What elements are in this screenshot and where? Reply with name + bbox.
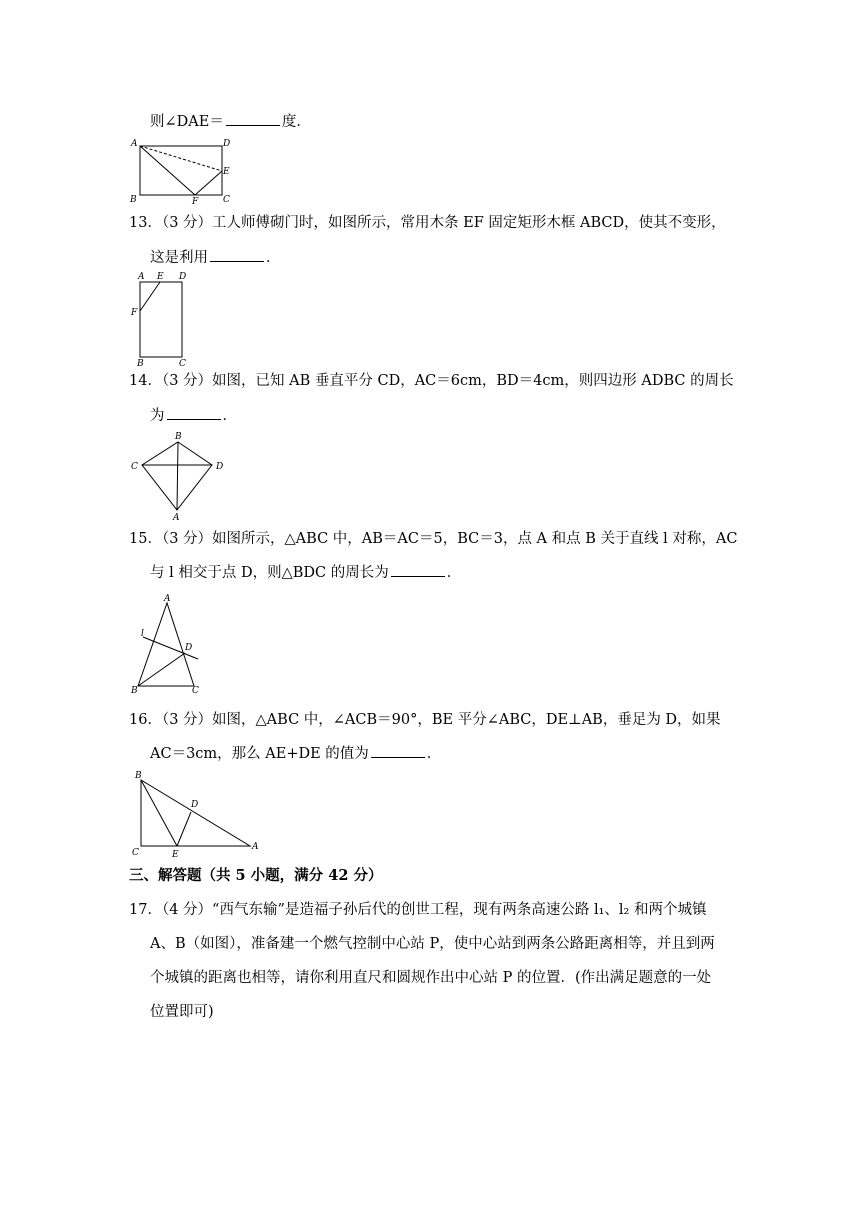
q15-text-b: ． (446, 565, 462, 581)
q16-label-E: E (172, 850, 179, 860)
q16-label-A: A (252, 842, 259, 852)
q12-label-B: B (130, 195, 137, 205)
q13-label-A: A (138, 272, 145, 282)
q13-answer-blank[interactable] (210, 247, 264, 262)
q13-label-C: C (179, 359, 186, 369)
q13-label-B: B (137, 359, 144, 369)
q14-label-A: A (173, 513, 180, 523)
q15-text-a: 与 l 相交于点 D，则△BDC 的周长为 (150, 565, 389, 581)
q14-label-C: C (131, 462, 138, 472)
q12-text-a: 则∠DAE＝ (150, 114, 224, 130)
q16-label-D: D (191, 800, 199, 810)
q14-text-b: ． (222, 408, 237, 424)
q14-label-B: B (175, 432, 182, 442)
q15-line-2 (150, 562, 461, 583)
q14-line-1: 14．（3 分）如图，已知 AB 垂直平分 CD，AC＝6cm，BD＝4cm，则四边形 ADBC 的周长 (129, 373, 734, 389)
q14-line-2 (150, 405, 237, 426)
q12-label-F: F (192, 197, 199, 207)
q13-label-F: F (131, 308, 138, 318)
q15-figure (128, 592, 208, 696)
q13-label-D: D (179, 272, 187, 282)
q16-line-1: 16．（3 分）如图，△ABC 中，∠ACB＝90°，BE 平分∠ABC，DE⊥AB，垂足为 D，如果 (129, 712, 721, 728)
q13-label-E: E (157, 272, 164, 282)
q14-figure (128, 428, 232, 522)
q12-label-D: D (223, 139, 231, 149)
q14-label-D: D (216, 462, 224, 472)
q13-line-2 (150, 247, 281, 268)
q14-answer-blank[interactable] (167, 405, 221, 420)
q16-line-2 (150, 743, 441, 764)
q13-line-1: 13．（3 分）工人师傅砌门时，如图所示，常用木条 EF 固定矩形木框 ABCD，使其不变形， (129, 215, 726, 231)
q13-figure (130, 271, 200, 367)
q12-label-A: A (131, 139, 138, 149)
q16-text-a: AC＝3cm，那么 AE+DE 的值为 (150, 746, 369, 762)
q15-label-D: D (185, 643, 193, 653)
q14-text-a: 为 (150, 408, 165, 424)
q17-line-3: 个城镇的距离也相等，请你利用直尺和圆规作出中心站 P 的位置．(作出满足题意的一处 (150, 970, 712, 986)
q12-tail (150, 111, 311, 132)
q12-figure (128, 136, 238, 208)
q15-label-A: A (164, 594, 171, 604)
section-3-title: 三、解答题（共 5 小题，满分 42 分） (129, 867, 383, 884)
q16-answer-blank[interactable] (371, 743, 425, 758)
q17-line-2: A、B（如图），准备建一个燃气控制中心站 P，使中心站到两条公路距离相等，并且到两 (150, 936, 715, 952)
q12-answer-blank[interactable] (226, 111, 280, 126)
q17-line-1: 17．（4 分）“西气东输”是造福子孙后代的创世工程，现有两条高速公路 l₁、l₂ 和两个城镇 (129, 902, 707, 918)
q16-text-b: ． (426, 746, 442, 762)
q17-line-4: 位置即可) (150, 1004, 214, 1020)
q16-figure (130, 768, 265, 860)
q15-label-C: C (192, 686, 199, 696)
q13-text-b: ． (266, 250, 281, 266)
q16-label-C: C (132, 848, 139, 858)
q15-answer-blank[interactable] (391, 562, 445, 577)
q12-label-E: E (223, 167, 230, 177)
q15-line-1: 15．（3 分）如图所示，△ABC 中，AB＝AC＝5，BC＝3，点 A 和点 B 关于直线 l 对称，AC (129, 531, 738, 547)
q12-text-b: 度． (281, 114, 311, 130)
q15-label-B: B (131, 686, 138, 696)
q12-label-C: C (223, 195, 230, 205)
q13-text-a: 这是利用 (150, 250, 208, 266)
q15-label-l: l (141, 629, 144, 639)
q16-label-B: B (135, 771, 142, 781)
